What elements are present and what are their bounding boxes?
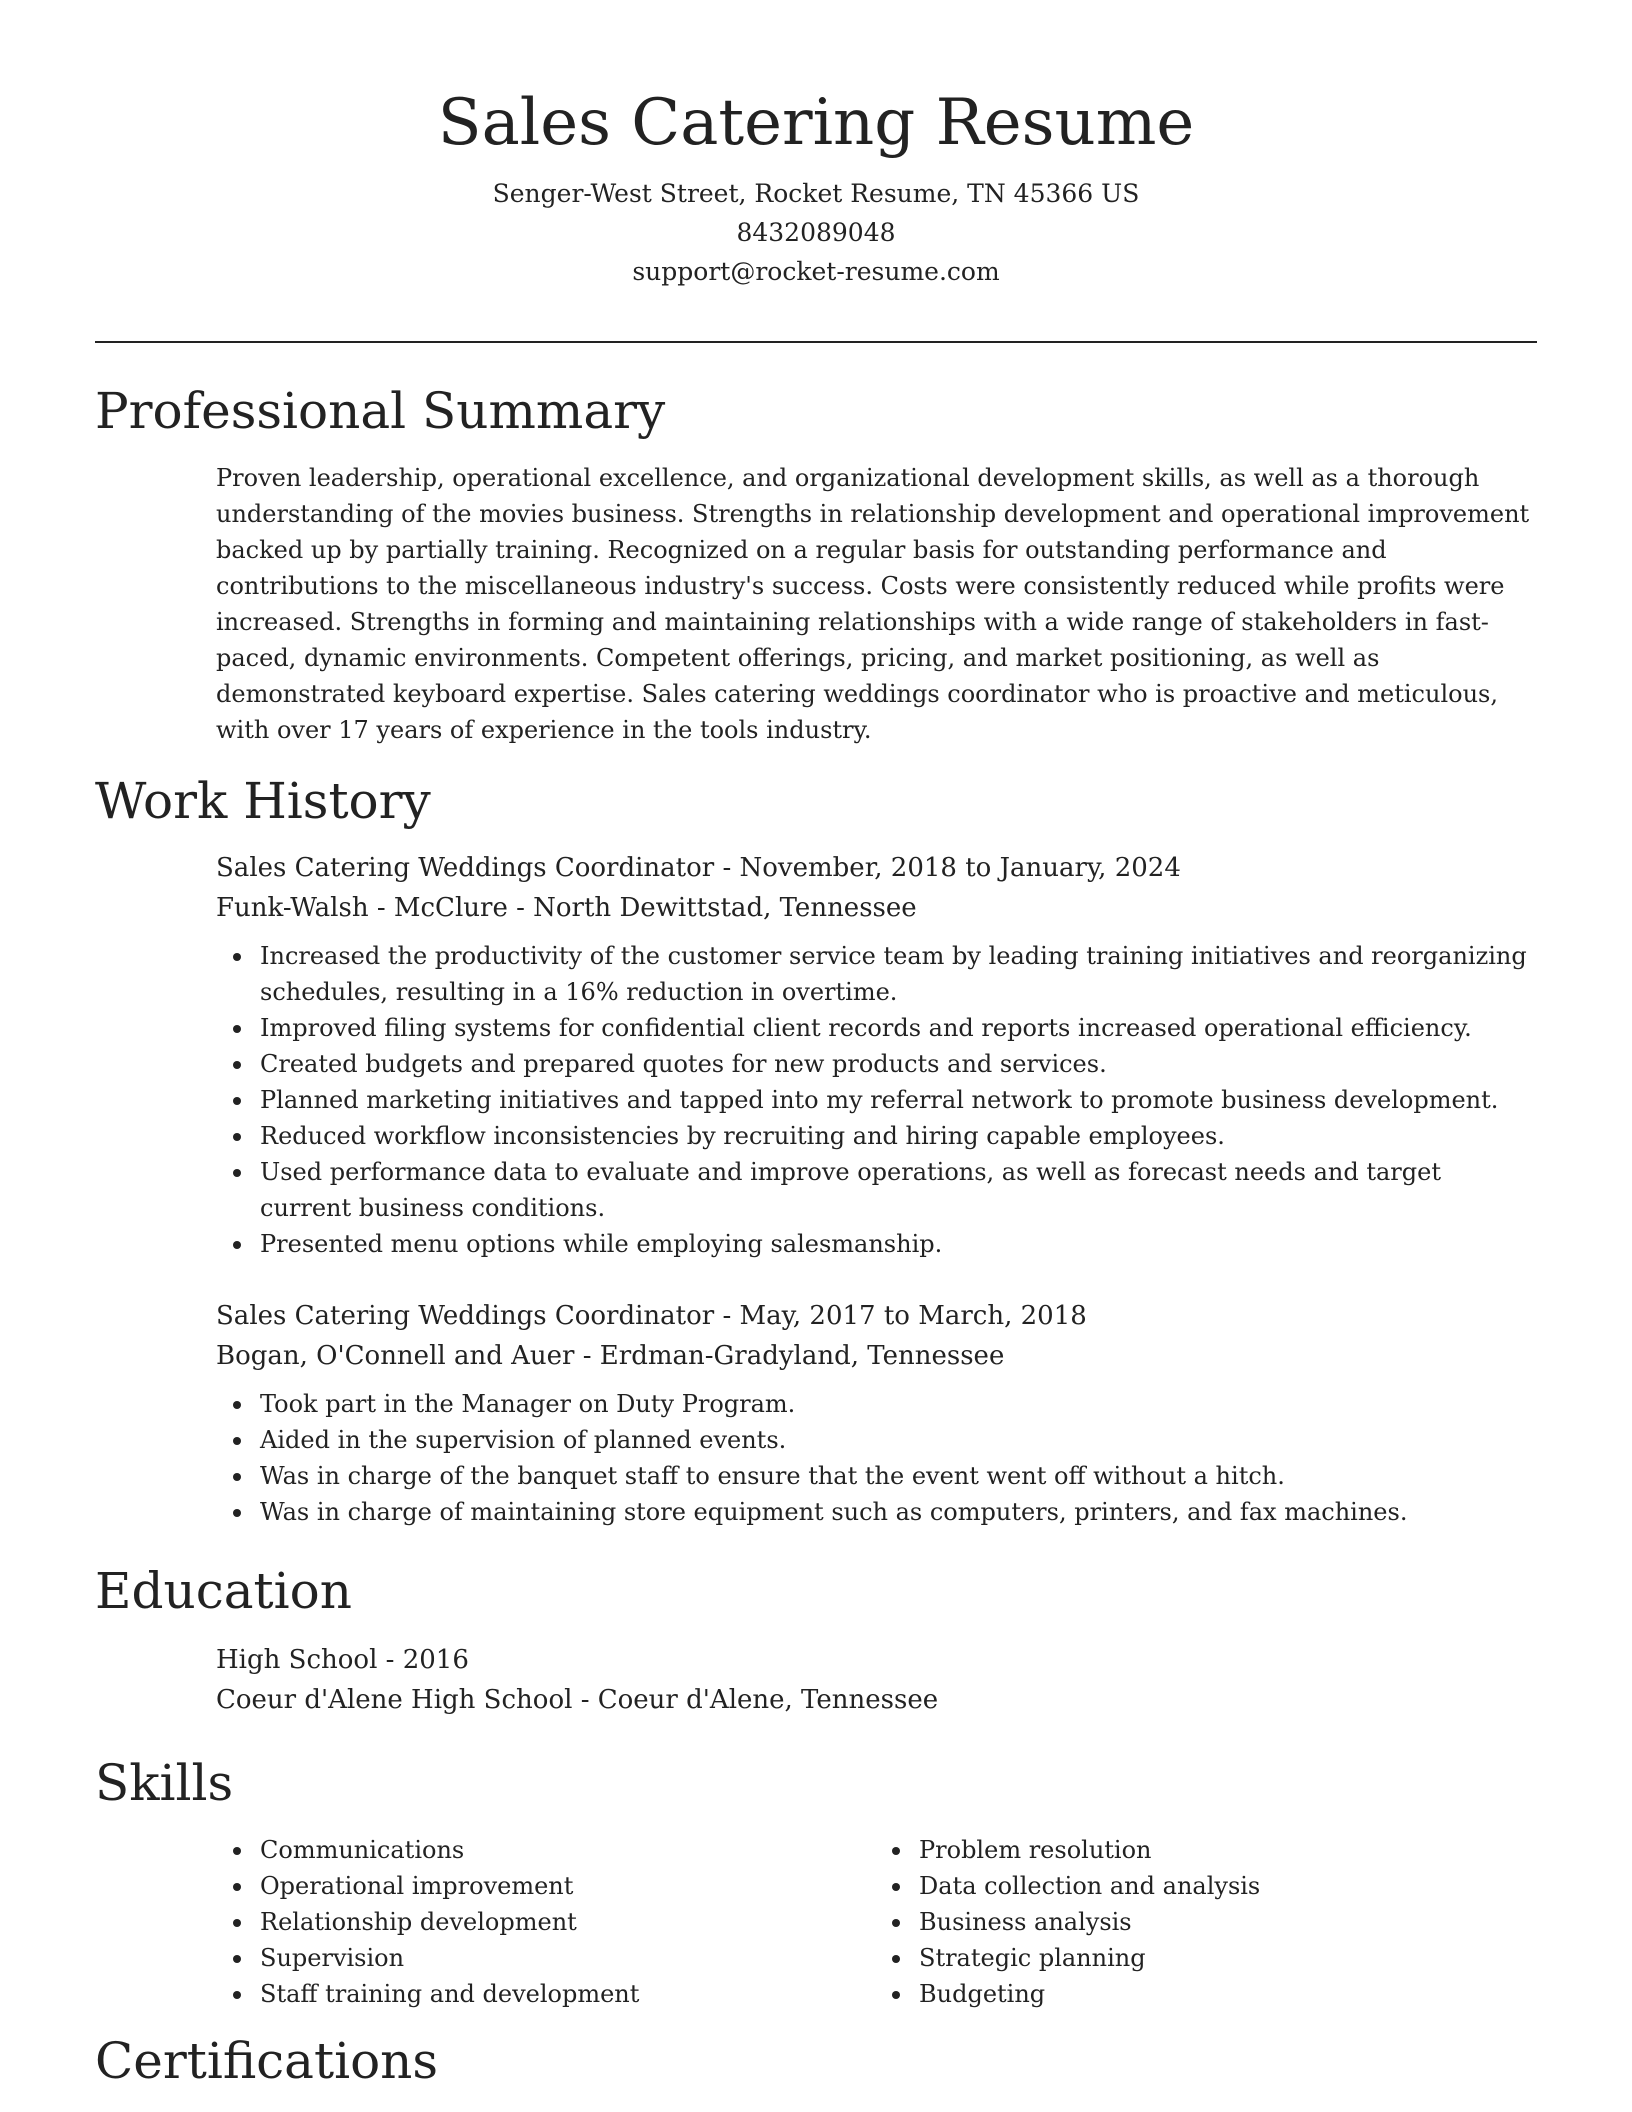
job-dates: November, 2018 to January, 2024 [739, 853, 1181, 883]
skill-item: Supervision [260, 1940, 875, 1976]
job-bullet: Presented menu options while employing salesmanship. [260, 1226, 1534, 1262]
contact-info [95, 174, 1537, 291]
skill-item: Relationship development [260, 1904, 875, 1940]
job-title-line: Sales Catering Weddings Coordinator - November, 2018 to January, 2024 [216, 853, 1181, 883]
section-title-work-history: Work History [95, 772, 431, 830]
phone-number: 8432089048 [736, 218, 896, 247]
skill-item: Problem resolution [919, 1832, 1534, 1868]
job-bullet: Increased the productivity of the customer service team by leading training initiatives and reorganizing schedules, resulting in a 16% reduction in overtime. [260, 938, 1534, 1010]
skills-column-left [216, 1832, 875, 2012]
education-degree: High School [216, 1645, 378, 1675]
company-location: North Dewittstad, Tennessee [533, 893, 917, 923]
job-bullet: Planned marketing initiatives and tapped into my referral network to promote business development. [260, 1082, 1534, 1118]
section-title-summary: Professional Summary [95, 382, 666, 440]
job-bullet: Reduced workflow inconsistencies by recruiting and hiring capable employees. [260, 1118, 1534, 1154]
education-degree-line: High School - 2016 [216, 1645, 469, 1675]
job-title: Sales Catering Weddings Coordinator [216, 1301, 715, 1331]
skill-item: Operational improvement [260, 1868, 875, 1904]
job-bullet: Improved filing systems for confidential client records and reports increased operational efficiency. [260, 1010, 1534, 1046]
job-bullet-list [216, 938, 1534, 1262]
job-entry [216, 1296, 1534, 1530]
education-year: 2016 [402, 1645, 469, 1675]
job-bullet: Created budgets and prepared quotes for new products and services. [260, 1046, 1534, 1082]
skill-item: Staff training and development [260, 1976, 875, 2012]
resume-title: Sales Catering Resume [437, 86, 1195, 160]
job-bullet: Took part in the Manager on Duty Program. [260, 1386, 1534, 1422]
school-name: Coeur d'Alene High School [216, 1685, 573, 1715]
section-title-skills: Skills [95, 1754, 234, 1812]
job-company-line: Funk-Walsh - McClure - North Dewittstad, Tennessee [216, 893, 917, 923]
education-school-line: Coeur d'Alene High School - Coeur d'Alene, Tennessee [216, 1685, 939, 1715]
company-name: Bogan, O'Connell and Auer [216, 1341, 575, 1371]
job-bullet: Was in charge of maintaining store equipment such as computers, printers, and fax machines. [260, 1494, 1534, 1530]
job-entry [216, 848, 1534, 1262]
school-location: Coeur d'Alene, Tennessee [597, 1685, 939, 1715]
summary-text: Proven leadership, operational excellence, and organizational development skills, as well as a thorough understanding of the movies business. Strengths in relationship development and operational improvement backed up by partially training. Recognized on a regular basis for outstanding performance and contributions to the miscellaneous industry's success. Costs were consistently reduced while profits were increased. Strengths in forming and maintaining relationships with a wide range of stakeholders in fast-paced, dynamic environments. Competent offerings, pricing, and market positioning, as well as demonstrated keyboard expertise. Sales catering weddings coordinator who is proactive and meticulous, with over 17 years of experience in the tools industry. [216, 464, 1530, 744]
skill-item: Data collection and analysis [919, 1868, 1534, 1904]
section-title-certifications: Certifications [95, 2032, 439, 2090]
job-title-line: Sales Catering Weddings Coordinator - May, 2017 to March, 2018 [216, 1301, 1087, 1331]
skills-block [216, 1832, 1534, 2012]
job-bullet: Used performance data to evaluate and improve operations, as well as forecast needs and target current business conditions. [260, 1154, 1534, 1226]
skill-item: Communications [260, 1832, 875, 1868]
skill-item: Budgeting [919, 1976, 1534, 2012]
skills-column-right [875, 1832, 1534, 2012]
job-bullet-list [216, 1386, 1534, 1530]
job-bullet: Aided in the supervision of planned events. [260, 1422, 1534, 1458]
section-title-education: Education [95, 1562, 352, 1620]
job-bullet: Was in charge of the banquet staff to ensure that the event went off without a hitch. [260, 1458, 1534, 1494]
education-entry [216, 1640, 1534, 1720]
company-location: Erdman-Gradyland, Tennessee [599, 1341, 1005, 1371]
job-company-line: Bogan, O'Connell and Auer - Erdman-Gradyland, Tennessee [216, 1341, 1005, 1371]
resume-header [95, 80, 1537, 291]
company-name: Funk-Walsh - McClure [216, 893, 508, 923]
skill-item: Business analysis [919, 1904, 1534, 1940]
header-divider [95, 341, 1537, 343]
skills-grid [216, 1832, 1534, 2012]
email-address: support@rocket-resume.com [632, 257, 1000, 286]
skill-item: Strategic planning [919, 1940, 1534, 1976]
job-title: Sales Catering Weddings Coordinator [216, 853, 715, 883]
job-dates: May, 2017 to March, 2018 [739, 1301, 1087, 1331]
summary-block [216, 460, 1534, 748]
address: Senger-West Street, Rocket Resume, TN 45366 US [492, 179, 1140, 208]
